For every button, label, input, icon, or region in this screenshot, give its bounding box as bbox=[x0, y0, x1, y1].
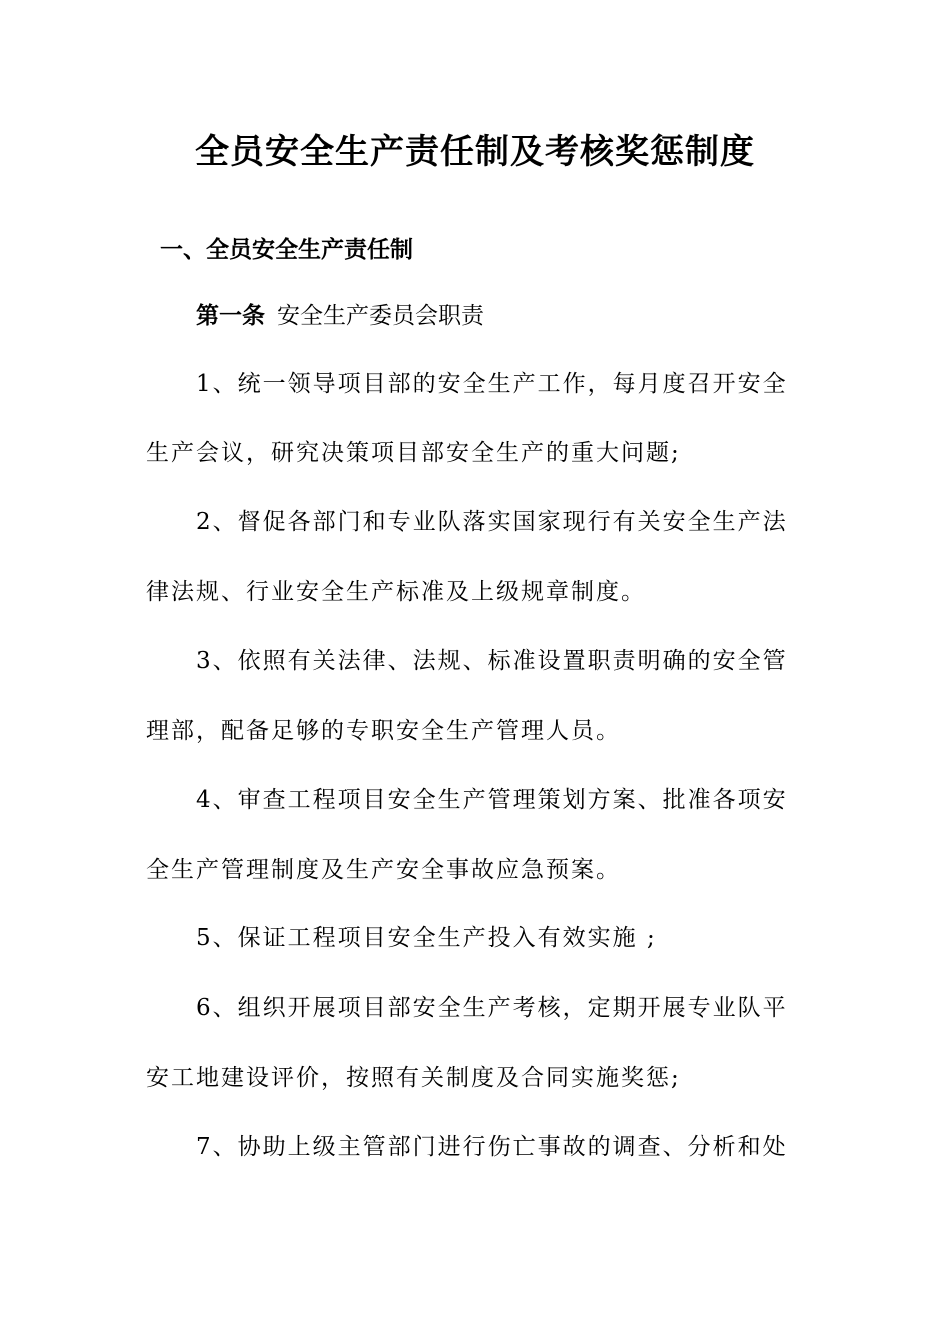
paragraph-line: 7、协助上级主管部门进行伤亡事故的调查、分析和处 bbox=[196, 1134, 788, 1160]
paragraph-line: 生产会议，研究决策项目部安全生产的重大问题; bbox=[146, 440, 681, 466]
document-title: 全员安全生产责任制及考核奖惩制度 bbox=[195, 132, 755, 172]
paragraph-line: 6、组织开展项目部安全生产考核，定期开展专业队平 bbox=[196, 995, 788, 1021]
paragraph-line: 2、督促各部门和专业队落实国家现行有关安全生产法 bbox=[196, 509, 788, 535]
paragraph-line: 5、保证工程项目安全生产投入有效实施 ; bbox=[196, 925, 657, 951]
section-heading: 一、全员安全生产责任制 bbox=[160, 237, 413, 263]
article-title: 安全生产委员会职责 bbox=[277, 303, 484, 329]
paragraph-line: 3、依照有关法律、法规、标准设置职责明确的安全管 bbox=[196, 648, 788, 674]
article-heading bbox=[196, 299, 484, 333]
paragraph-line: 4、审查工程项目安全生产管理策划方案、批准各项安 bbox=[196, 787, 788, 813]
paragraph-line: 律法规、行业安全生产标准及上级规章制度。 bbox=[146, 579, 646, 605]
paragraph-line: 理部，配备足够的专职安全生产管理人员。 bbox=[146, 718, 621, 744]
paragraph-line: 1、统一领导项目部的安全生产工作，每月度召开安全 bbox=[196, 371, 788, 397]
paragraph-line: 全生产管理制度及生产安全事故应急预案。 bbox=[146, 857, 621, 883]
article-label: 第一条 bbox=[196, 303, 265, 329]
paragraph-line: 安工地建设评价，按照有关制度及合同实施奖惩; bbox=[146, 1065, 681, 1091]
